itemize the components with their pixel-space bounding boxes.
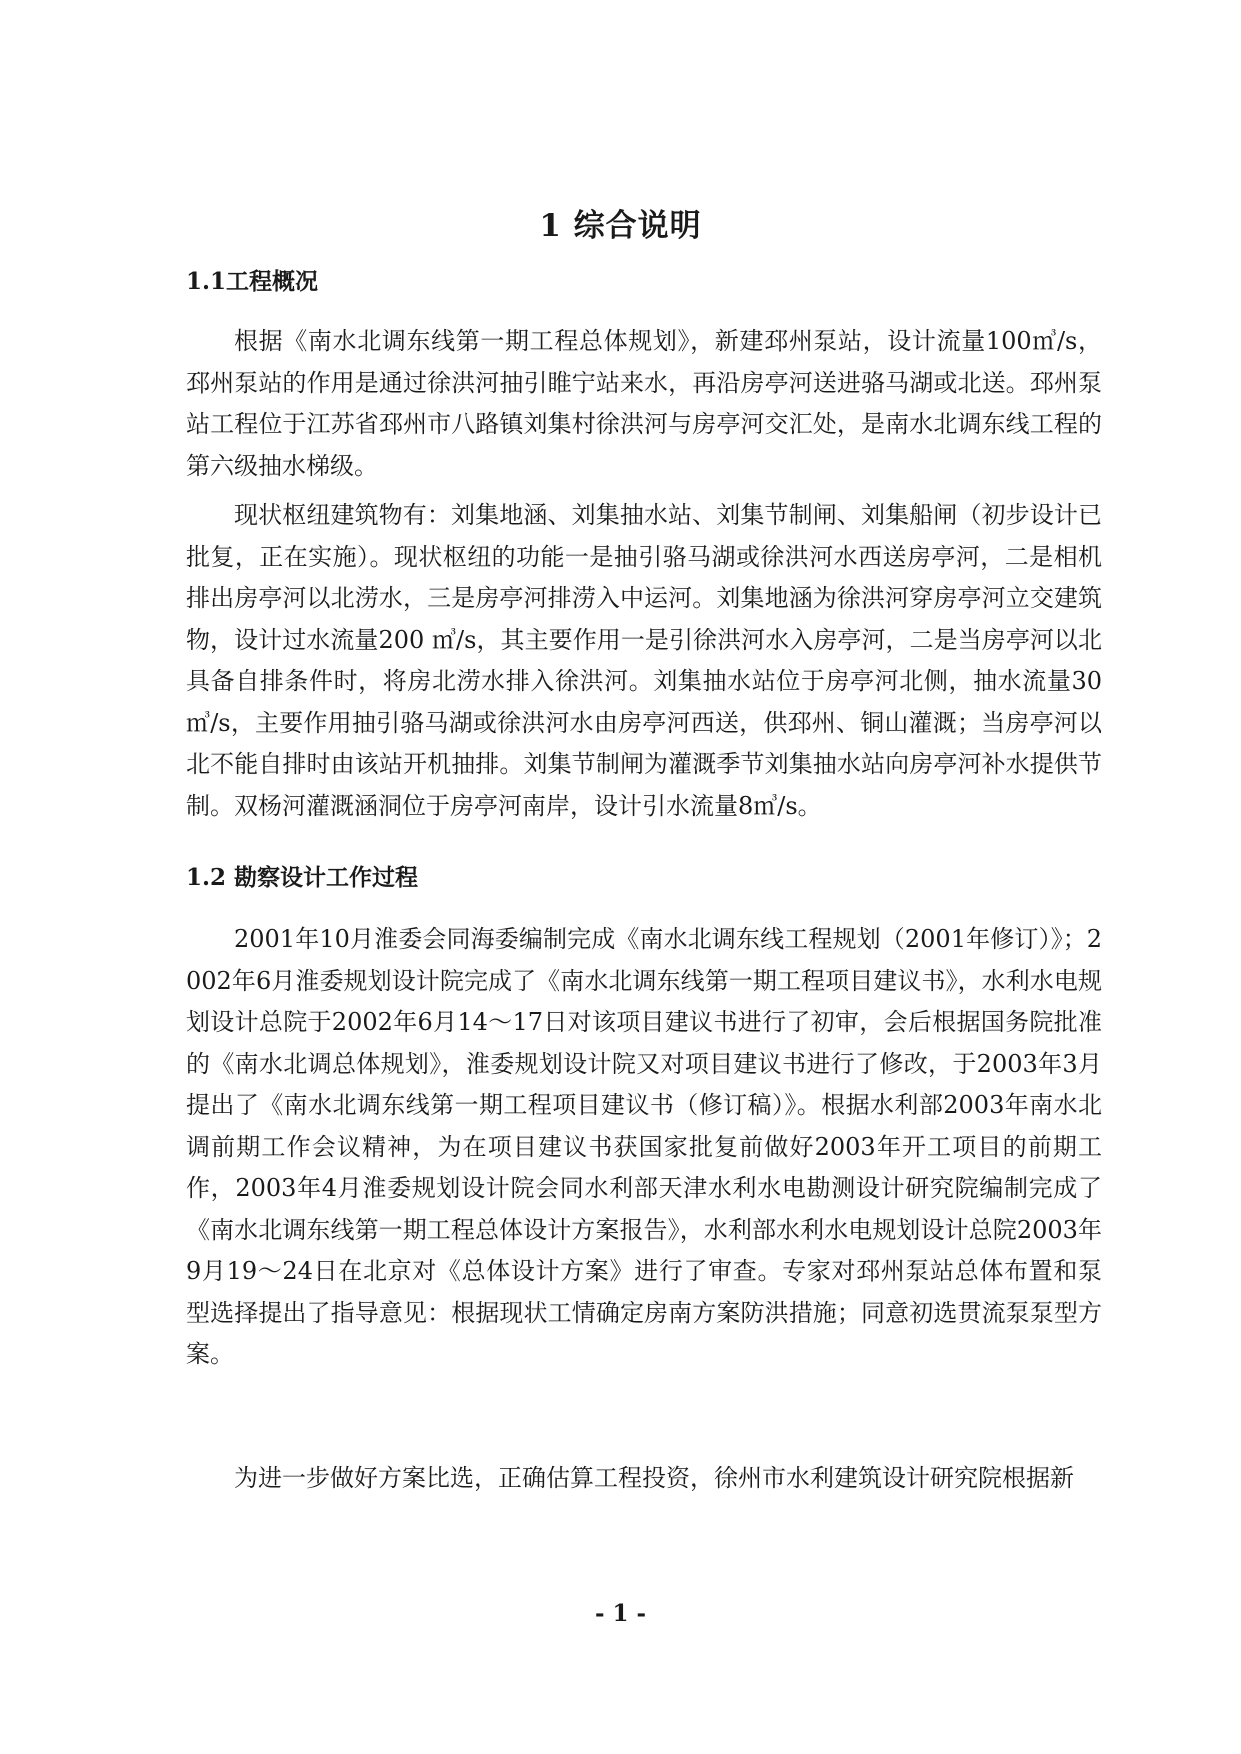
paragraph-further-work: 为进一步做好方案比选，正确估算工程投资，徐州市水利建筑设计研究院根据新 <box>234 1464 1074 1492</box>
section-heading-1-1: 1.1工程概况 <box>186 268 319 295</box>
paragraph-design-process: 2001年10月淮委会同海委编制完成《南水北调东线工程规划（2001年修订）》；2002年6月淮委规划设计院完成了《南水北调东线第一期工程项目建议书》，水利水电规划设计总院于2002年6月14～17日对该项目建议书进行了初审，会后根据国务院批准的《南水北调总体规划》，淮委规划设计院又对项目建议书进行了修改，于2003年3月提出了《南水北调东线第一期工程项目建议书（修订稿）》。根据水利部2003年南水北调前期工作会议精神，为在项目建议书获国家批复前做好2003年开工项目的前期工作，2003年4月淮委规划设计院会同水利部天津水利水电勘测设计研究院编制完成了《南水北调东线第一期工程总体设计方案报告》，水利部水利水电规划设计总院2003年9月19～24日在北京对《总体设计方案》进行了审查。专家对邳州泵站总体布置和泵型选择提出了指导意见：根据现状工情确定房南方案防洪措施；同意初选贯流泵泵型方案。 <box>186 925 1102 1368</box>
chapter-title: 1 综合说明 <box>539 208 702 244</box>
paragraph-project-overview: 根据《南水北调东线第一期工程总体规划》，新建邳州泵站，设计流量100㎥/s，邳州泵站的作用是通过徐洪河抽引睢宁站来水，再沿房亭河送进骆马湖或北送。邳州泵站工程位于江苏省邳州市八路镇刘集村徐洪河与房亭河交汇处，是南水北调东线工程的第六级抽水梯级。 <box>186 327 1102 480</box>
page-number: - 1 - <box>594 1600 647 1627</box>
paragraph-existing-structures: 现状枢纽建筑物有：刘集地涵、刘集抽水站、刘集节制闸、刘集船闸（初步设计已批复，正在实施）。现状枢纽的功能一是抽引骆马湖或徐洪河水西送房亭河，二是相机排出房亭河以北涝水，三是房亭河排涝入中运河。刘集地涵为徐洪河穿房亭河立交建筑物，设计过水流量200 ㎥/s，其主要作用一是引徐洪河水入房亭河，二是当房亭河以北具备自排条件时，将房北涝水排入徐洪河。刘集抽水站位于房亭河北侧，抽水流量30㎥/s，主要作用抽引骆马湖或徐洪河水由房亭河西送，供邳州、铜山灌溉；当房亭河以北不能自排时由该站开机抽排。刘集节制闸为灌溉季节刘集抽水站向房亭河补水提供节制。双杨河灌溉涵洞位于房亭河南岸，设计引水流量8㎥/s。 <box>186 501 1102 820</box>
section-heading-1-2: 1.2 勘察设计工作过程 <box>186 864 419 891</box>
